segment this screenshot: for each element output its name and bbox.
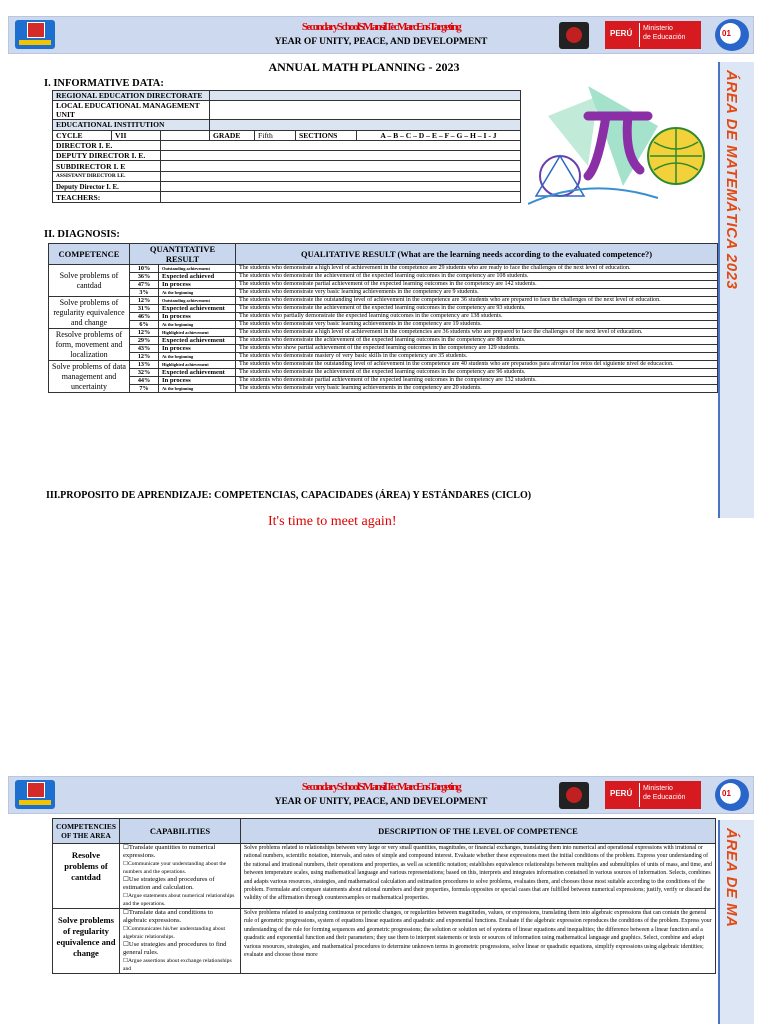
side-label-2: ÁREA DE MA bbox=[723, 828, 740, 928]
level-label: Expected achievement bbox=[159, 337, 236, 345]
capability-text: Use strategies and procedures to find general rules. bbox=[122, 941, 227, 956]
level-label: At the beginning bbox=[159, 385, 236, 393]
percent-value: 47% bbox=[130, 281, 159, 289]
informative-data-table bbox=[52, 90, 521, 203]
competence-description: Solve problems related to relationships between very large or very small quantities, magnitudes, or financial exchanges, translating them into numerical and operational expressions with irrational or rational numbers, scientific notation, intervals, and rates of simple and compound interest. Evaluate whether these expressions meet the initial conditions of the problem. Express your understanding of the rational and irrational numbers, their operations and properties, as well as scientific notation; establishes equivalence relationships between multiples and submultiples of units of mass, and time, and between temperature scales, using mathematical language and various representations; based on this, interprets and integrates information contained in various sources of information. Selects, combines and adapts various resources, strategies, and mathematical calculation and estimation procedures to solve problems, evaluates them, and chooses those most suitable according to the conditions of the problem. Formulate and compare statements about rational numbers and their properties, formula opposites or special cases that are fulfilled between numerical expressions; justify, verify or discard the validity of the affirmation through counterexamples or mathematical properties. bbox=[240, 844, 715, 909]
level-label: Highlighted achievement bbox=[159, 361, 236, 369]
capability-text: Translate quantities to numerical expressions. bbox=[122, 844, 216, 859]
meet-again-text: It's time to meet again! bbox=[268, 514, 397, 529]
qualitative-text: The students who demonstrate the outstanding level of achievement in the competence are 36 students who are prepared to face the challenges of the next level of education. bbox=[236, 297, 718, 305]
percent-value: 12% bbox=[130, 297, 159, 305]
percent-value: 29% bbox=[130, 337, 159, 345]
level-label: In process bbox=[159, 313, 236, 321]
qualitative-text: The students who demonstrate the achievement of the expected learning outcomes in the competency are 93 students. bbox=[236, 305, 718, 313]
sections-label: SECTIONS bbox=[296, 130, 357, 140]
math-illustration bbox=[528, 86, 708, 214]
regional-label: REGIONAL EDUCATION DIRECTORATE bbox=[53, 91, 210, 101]
ministry-logo: PERÚ Ministerio de Educación bbox=[605, 21, 701, 49]
competency-name: Resolve problems of cantdad bbox=[53, 844, 120, 909]
capabilities-list bbox=[119, 844, 240, 909]
deputy2-label: Deputy Director I. E. bbox=[53, 182, 161, 192]
qualitative-text: The students who demonstrate partial achievement of the expected learning outcomes in the competency are 142 students. bbox=[236, 281, 718, 289]
diagnosis-row bbox=[49, 321, 718, 329]
competence-name: Solve problems of regularity equivalence and change bbox=[49, 297, 130, 329]
document-title: ANNUAL MATH PLANNING - 2023 bbox=[268, 60, 460, 74]
competency-row bbox=[53, 844, 716, 909]
percent-value: 46% bbox=[130, 313, 159, 321]
header-competence: COMPETENCE bbox=[49, 244, 130, 265]
checkbox-icon: ☐ bbox=[122, 861, 128, 867]
qualitative-text: The students who demonstrate the outstanding level of achievement in the competence are 40 students who are preparados para afrontar los retos del siguiente nivel de educacion. bbox=[236, 361, 718, 369]
diagnosis-row bbox=[49, 329, 718, 337]
level-label: In process bbox=[159, 377, 236, 385]
percent-value: 12% bbox=[130, 353, 159, 361]
diagnosis-row bbox=[49, 289, 718, 297]
diagnosis-row bbox=[49, 345, 718, 353]
checkbox-icon: ☐ bbox=[122, 893, 128, 899]
percent-value: 13% bbox=[130, 361, 159, 369]
competence-name: Solve problems of cantdad bbox=[49, 265, 130, 297]
checkbox-icon: ☐ bbox=[122, 941, 129, 948]
side-label: ÁREA DE MATEMÁTICA 2023 bbox=[723, 70, 740, 290]
qualitative-text: The students who demonstrate a high level of achievement in the competencies are 36 students who are prepared to face the challenges of the next level of education. bbox=[236, 329, 718, 337]
school-name: SecondarySchoolSMansilTecMarcEnsTargeting bbox=[301, 21, 461, 33]
qualitative-text: The students who demonstrate the achievement of the expected learning outcomes in the competency are 88 students. bbox=[236, 337, 718, 345]
qualitative-text: The students who demonstrate very basic learning achievements in the competency are 20 students. bbox=[236, 385, 718, 393]
percent-value: 3% bbox=[130, 289, 159, 297]
diagnosis-table bbox=[48, 243, 718, 393]
level-label: Outstanding achievement bbox=[159, 265, 236, 273]
competency-name: Solve problems of regularity equivalence and change bbox=[53, 909, 120, 974]
peru-seal-icon bbox=[559, 782, 589, 809]
capability-text: Use strategies and procedures of estimation and calculation. bbox=[122, 876, 215, 891]
teachers-label: TEACHERS: bbox=[53, 192, 161, 202]
level-label: At the beginning bbox=[159, 289, 236, 297]
checkbox-icon: ☐ bbox=[122, 926, 128, 932]
ugel-logo: 01 bbox=[715, 779, 749, 811]
level-label: Highlighted achievement bbox=[159, 329, 236, 337]
cycle-label: CYCLE bbox=[53, 130, 112, 140]
level-label: At the beginning bbox=[159, 321, 236, 329]
competency-row bbox=[53, 909, 716, 974]
director-label: DIRECTOR I. E. bbox=[53, 140, 161, 150]
capability-text: Argue assertions about exchange relationships and bbox=[122, 958, 232, 972]
percent-value: 43% bbox=[130, 345, 159, 353]
capability-text: Translate data and conditions to algebraic expressions. bbox=[122, 909, 213, 924]
diagnosis-row bbox=[49, 305, 718, 313]
capability-text: Communicates his/her understanding about algebraic relationships. bbox=[122, 926, 226, 940]
diagnosis-row bbox=[49, 361, 718, 369]
page-header bbox=[8, 16, 754, 54]
qualitative-text: The students who demonstrate mastery of very basic skills in the competency are 35 students. bbox=[236, 353, 718, 361]
grade-label: GRADE bbox=[210, 130, 255, 140]
capability-item bbox=[123, 941, 237, 957]
percent-value: 7% bbox=[130, 385, 159, 393]
qualitative-text: The students who demonstrate a high level of achievement in the competence are 29 students who are ready to face the challenges of the next level of education. bbox=[236, 265, 718, 273]
capability-item bbox=[123, 860, 237, 876]
checkbox-icon: ☐ bbox=[122, 958, 128, 964]
sections-value: A – B – C – D – E – F – G – H – I - J bbox=[357, 130, 521, 140]
diagnosis-row bbox=[49, 313, 718, 321]
qualitative-text: The students who demonstrate very basic learning achievements in the competency are 9 students. bbox=[236, 289, 718, 297]
institution-label: EDUCATIONAL INSTITUTION bbox=[53, 120, 210, 130]
header-description: DESCRIPTION OF THE LEVEL OF COMPETENCE bbox=[240, 819, 715, 844]
qualitative-text: The students who demonstrate very basic learning achievements in the competency are 19 students. bbox=[236, 321, 718, 329]
section-diagnosis: II. DIAGNOSIS: bbox=[44, 229, 120, 240]
percent-value: 6% bbox=[130, 321, 159, 329]
level-label: At the beginning bbox=[159, 353, 236, 361]
cycle-value: VII bbox=[112, 130, 161, 140]
level-label: In process bbox=[159, 345, 236, 353]
school-name: SecondarySchoolSMansilTecMarcEnsTargeting bbox=[301, 781, 461, 793]
header-quantitative: QUANTITATIVE RESULT bbox=[130, 244, 236, 265]
capability-text: Communicate your understanding about the numbers and the operations. bbox=[122, 861, 227, 875]
deputy-label: DEPUTY DIRECTOR I. E. bbox=[53, 151, 161, 161]
level-label: In process bbox=[159, 281, 236, 289]
percent-value: 10% bbox=[130, 265, 159, 273]
assistant-label: ASSISTANT DIRECTOR I.E. bbox=[53, 171, 161, 181]
level-label: Expected achieved bbox=[159, 273, 236, 281]
capability-item bbox=[123, 925, 237, 941]
diagnosis-row bbox=[49, 273, 718, 281]
section-learning-purpose: III.PROPOSITO DE APRENDIZAJE: COMPETENCIAS, CAPACIDADES (ÁREA) Y ESTÁNDARES (CICLO) bbox=[46, 490, 532, 501]
diagnosis-row bbox=[49, 297, 718, 305]
year-motto: YEAR OF UNITY, PEACE, AND DEVELOPMENT bbox=[274, 797, 488, 807]
capability-text: Argue statements about numerical relationships and the operations. bbox=[122, 893, 235, 907]
percent-value: 44% bbox=[130, 377, 159, 385]
diagnosis-row bbox=[49, 337, 718, 345]
diagnosis-row bbox=[49, 377, 718, 385]
level-label: Outstanding achievement bbox=[159, 297, 236, 305]
capability-item bbox=[123, 909, 237, 925]
qualitative-text: The students who demonstrate partial achievement of the expected learning outcomes in the competency are 132 students. bbox=[236, 377, 718, 385]
qualitative-text: The students who demonstrate the achievement of the expected learning outcomes in the competency are 96 students. bbox=[236, 369, 718, 377]
checkbox-icon: ☐ bbox=[122, 909, 129, 916]
header-capabilities: CAPABILITIES bbox=[119, 819, 240, 844]
header-competencies: COMPETENCIES OF THE AREA bbox=[53, 819, 120, 844]
header-qualitative: QUALITATIVE RESULT (What are the learning needs according to the evaluated competence?) bbox=[236, 244, 718, 265]
diagnosis-row bbox=[49, 369, 718, 377]
year-motto: YEAR OF UNITY, PEACE, AND DEVELOPMENT bbox=[274, 37, 488, 47]
qualitative-text: The students who show partial achievement of the expected learning outcomes in the competency are 129 students. bbox=[236, 345, 718, 353]
diagnosis-row bbox=[49, 265, 718, 273]
grade-value: Fifth bbox=[255, 130, 296, 140]
local-label: LOCAL EDUCATIONAL MANAGEMENT UNIT bbox=[53, 101, 210, 120]
subdirector-label: SUBDIRECTOR I. E bbox=[53, 161, 161, 171]
checkbox-icon: ☐ bbox=[122, 876, 129, 883]
capability-item bbox=[123, 844, 237, 860]
diagnosis-row bbox=[49, 385, 718, 393]
competencies-table bbox=[52, 818, 716, 974]
diagnosis-row bbox=[49, 353, 718, 361]
ministry-logo: PERÚ Ministerio de Educación bbox=[605, 781, 701, 809]
percent-value: 36% bbox=[130, 273, 159, 281]
competence-name: Solve problems of data management and uncertainty bbox=[49, 361, 130, 393]
level-label: Expected achievement bbox=[159, 305, 236, 313]
level-label: Expected achievement bbox=[159, 369, 236, 377]
qualitative-text: The students who partially demonstrate the expected learning outcomes in the competency are 138 students. bbox=[236, 313, 718, 321]
percent-value: 12% bbox=[130, 329, 159, 337]
percent-value: 32% bbox=[130, 369, 159, 377]
section-informative-data: I. INFORMATIVE DATA: bbox=[44, 78, 164, 89]
competence-description: Solve problems related to analyzing continuous or periodic changes, or regularities between magnitudes, values, or expressions, translating them into algebraic expressions that can contain the general rule of geometric progressions, system of equations linear equations and quadratic and exponential functions. Evaluate if the algebraic expression reproduces the conditions of the problem. Express your understanding of the rule for forming sequences and geometric progressions; the solution or solution set of systems of linear equations and inequalities; the difference between a linear function and a quadratic and exponential function and their parameters; they use them to interpret statements or texts or sources of information using mathematical language and graphics. Select, combine and adapt various resources, strategies, and mathematical procedures to determine unknown terms in geometric progressions, solve linear or quadratic equations, simplify expressions using algebraic identities; evaluate and choose those more bbox=[240, 909, 715, 974]
capability-item bbox=[123, 892, 237, 908]
page-header-2 bbox=[8, 776, 754, 814]
capability-item bbox=[123, 957, 237, 973]
checkbox-icon: ☐ bbox=[122, 844, 129, 851]
peru-seal-icon bbox=[559, 22, 589, 49]
capability-item bbox=[123, 876, 237, 892]
capabilities-list bbox=[119, 909, 240, 974]
percent-value: 31% bbox=[130, 305, 159, 313]
competence-name: Resolve problems of form, movement and localization bbox=[49, 329, 130, 361]
qualitative-text: The students who demonstrate the achievement of the expected learning outcomes in the competency are 108 students. bbox=[236, 273, 718, 281]
diagnosis-row bbox=[49, 281, 718, 289]
ugel-logo: 01 bbox=[715, 19, 749, 51]
